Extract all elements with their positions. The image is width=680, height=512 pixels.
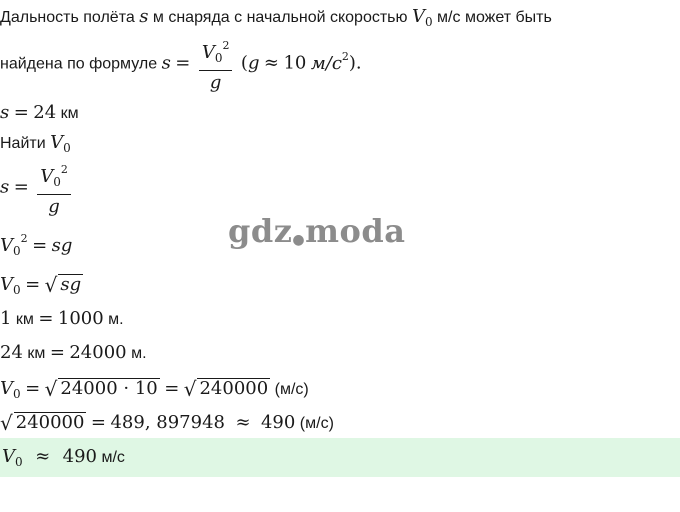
watermark-logo: gdz●moda [228, 212, 406, 250]
equation-v-squared: $V_0^2$ = sg [0, 232, 73, 258]
problem-text: м снаряда с начальной скоростью [148, 9, 412, 26]
conversion-km: 1 км = 1000 м. [0, 308, 124, 329]
answer-box [0, 438, 680, 477]
var-s: s [139, 6, 149, 27]
var-v: $V_0$ [411, 6, 433, 29]
problem-text: найдена по формуле [0, 55, 162, 73]
equation-v-sqrt: $V_0$ = √ sg [0, 273, 82, 297]
given-distance: s = 24 км [0, 102, 79, 123]
sqrt-symbol: √ 240000 [0, 411, 85, 435]
problem-line-2: найдена по формуле s = $\frac{V_0^2}{g}$ (g ≈ 10 $м/с^2$). [0, 34, 362, 95]
find-label: Найти $V_0$ [0, 132, 71, 155]
formula-fraction: $\frac{V_0^2}{g}$ [199, 34, 233, 95]
problem-text: Дальность полёта [0, 9, 140, 26]
sqrt-symbol: √ 24000 · 10 [44, 377, 158, 401]
formula-range: s = $\frac{V_0^2}{g}$ [0, 158, 75, 219]
conversion-distance: 24 км = 24000 м. [0, 342, 147, 363]
answer-line: $V_0 \approx 490$ м/с [2, 446, 125, 469]
calculation-v: $V_0$ = √ 24000 · 10 = √ 240000 (м/с) [0, 377, 309, 401]
problem-line-1 [0, 6, 552, 33]
problem-text: м/с может быть [432, 9, 552, 26]
sqrt-symbol: √ sg [44, 273, 82, 297]
calculation-root: √ 240000 = 489, 897948 ≈ 490 (м/с) [0, 411, 334, 435]
sqrt-symbol: √ 240000 [183, 377, 269, 401]
formula-fraction: $\frac{V_0^2}{g}$ [37, 158, 71, 219]
